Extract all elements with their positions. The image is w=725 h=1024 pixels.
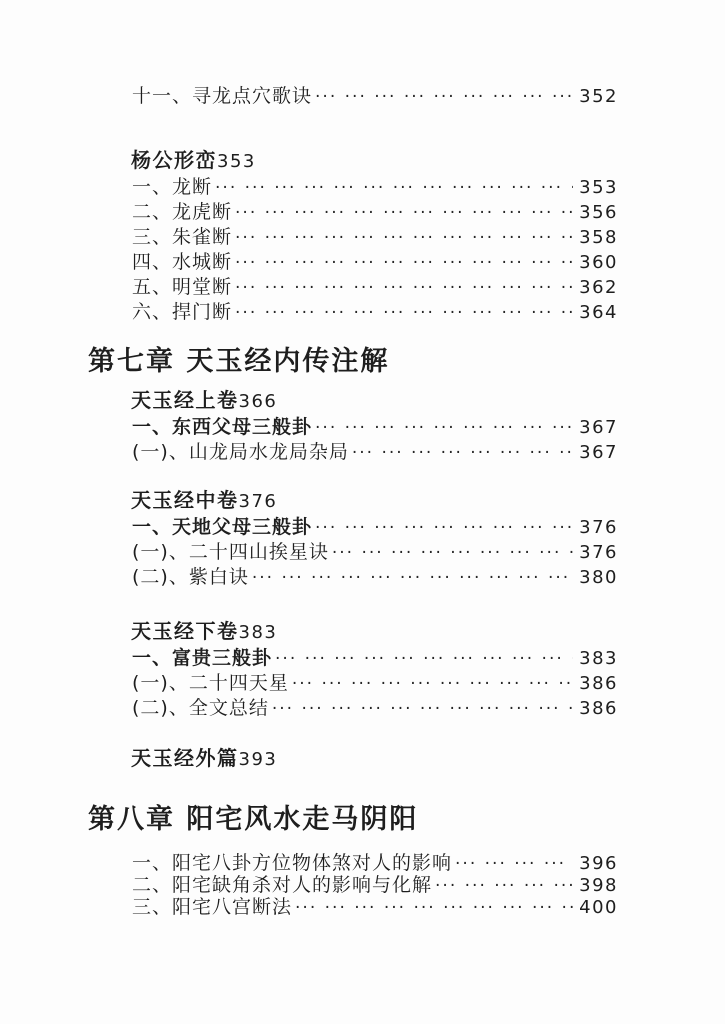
toc-entry-page: 380 xyxy=(579,567,618,588)
dot-leader xyxy=(315,85,573,109)
toc-row xyxy=(132,853,618,875)
dot-leader xyxy=(315,416,573,440)
toc-row xyxy=(132,440,618,465)
toc-row xyxy=(132,300,618,325)
toc-row xyxy=(132,515,618,540)
toc-entry-label: 二、龙虎断 xyxy=(132,201,233,223)
toc-entry-label: 二、阳宅缺角杀对人的影响与化解 xyxy=(132,874,433,896)
toc-row xyxy=(132,84,618,109)
toc-subheading-label: 天玉经中卷 xyxy=(131,488,239,512)
toc-subheading xyxy=(131,147,725,175)
toc-subheading-page: 366 xyxy=(238,391,278,412)
toc-row xyxy=(132,175,618,200)
dot-leader xyxy=(292,672,573,696)
toc-entry-label: 一、富贵三般卦 xyxy=(132,647,273,669)
toc-row xyxy=(132,415,618,440)
toc-subheading-label: 天玉经下卷 xyxy=(131,619,239,643)
toc-entry-page: 352 xyxy=(579,86,618,107)
toc-entry-page: 362 xyxy=(579,277,618,298)
toc-row xyxy=(132,696,618,721)
toc-row xyxy=(132,250,618,275)
toc-row xyxy=(132,646,618,671)
toc-entry-page: 367 xyxy=(579,417,618,438)
toc-row xyxy=(132,671,618,696)
dot-leader xyxy=(235,201,573,225)
dot-leader xyxy=(235,226,573,250)
toc-chapter-heading xyxy=(88,345,725,379)
dot-leader xyxy=(272,697,573,721)
toc-entry-page: 376 xyxy=(579,517,618,538)
dot-leader xyxy=(235,276,573,300)
toc-entry-label: 三、阳宅八宫断法 xyxy=(132,896,293,918)
dot-leader xyxy=(352,441,573,465)
toc-entry-page: 398 xyxy=(579,875,618,896)
toc-subheading xyxy=(131,387,725,415)
toc-row xyxy=(132,875,618,897)
toc-entry-page: 360 xyxy=(579,252,618,273)
toc-subheading xyxy=(131,618,725,646)
toc-row xyxy=(132,225,618,250)
toc-chapter-label: 第八章 阳宅风水走马阴阳 xyxy=(88,804,419,835)
toc-entry-label: (一)、二十四天星 xyxy=(132,672,289,694)
toc-subheading-page: 383 xyxy=(238,622,278,643)
toc-subheading-page: 393 xyxy=(238,749,278,770)
dot-leader xyxy=(215,176,573,200)
toc-entry-page: 364 xyxy=(579,302,618,323)
toc-entry-page: 356 xyxy=(579,202,618,223)
toc-entry-page: 400 xyxy=(579,897,618,918)
toc-entry-label: (二)、全文总结 xyxy=(132,697,269,719)
toc-entry-page: 383 xyxy=(579,648,618,669)
dot-leader xyxy=(235,301,573,325)
toc-subheading-label: 杨公形峦 xyxy=(131,148,217,172)
dot-leader xyxy=(235,251,573,275)
toc-entry-label: 六、捍门断 xyxy=(132,301,233,323)
toc-entry-label: 一、龙断 xyxy=(132,176,213,198)
toc-subheading-label: 天玉经外篇 xyxy=(131,746,239,770)
toc-row xyxy=(132,200,618,225)
toc-entry-label: 三、朱雀断 xyxy=(132,226,233,248)
toc-chapter-heading xyxy=(88,803,725,837)
toc-entry-page: 367 xyxy=(579,442,618,463)
toc-entry-page: 353 xyxy=(579,177,618,198)
dot-leader xyxy=(455,854,573,875)
dot-leader xyxy=(332,541,573,565)
toc-entry-label: 四、水城断 xyxy=(132,251,233,273)
toc-entry-label: (一)、山龙局水龙局杂局 xyxy=(132,441,349,463)
toc-entry-page: 386 xyxy=(579,673,618,694)
dot-leader xyxy=(252,566,573,590)
toc-entry-page: 358 xyxy=(579,227,618,248)
toc-subheading-page: 376 xyxy=(238,491,278,512)
dot-leader xyxy=(435,876,573,897)
toc-entry-label: (一)、二十四山挨星诀 xyxy=(132,541,329,563)
toc-row xyxy=(132,565,618,590)
toc-subheading xyxy=(131,487,725,515)
toc-entry-page: 376 xyxy=(579,542,618,563)
toc-entry-label: (二)、紫白诀 xyxy=(132,566,249,588)
toc-subheading-label: 天玉经上卷 xyxy=(131,388,239,412)
toc-entry-label: 五、明堂断 xyxy=(132,276,233,298)
toc-entry-page: 396 xyxy=(579,853,618,874)
toc-chapter-label: 第七章 天玉经内传注解 xyxy=(88,346,390,377)
toc-subheading xyxy=(131,745,725,773)
dot-leader xyxy=(315,516,573,540)
toc-entry-page: 386 xyxy=(579,698,618,719)
toc-entry-label: 一、阳宅八卦方位物体煞对人的影响 xyxy=(132,852,453,874)
dot-leader xyxy=(275,647,573,671)
toc-entry-label: 一、东西父母三般卦 xyxy=(132,416,313,438)
toc-entry-label: 十一、寻龙点穴歌诀 xyxy=(132,85,313,107)
dot-leader xyxy=(295,898,573,919)
toc-subheading-page: 353 xyxy=(217,151,256,172)
toc-entry-label: 一、天地父母三般卦 xyxy=(132,516,313,538)
toc-row xyxy=(132,275,618,300)
toc-row xyxy=(132,897,618,919)
toc-row xyxy=(132,540,618,565)
